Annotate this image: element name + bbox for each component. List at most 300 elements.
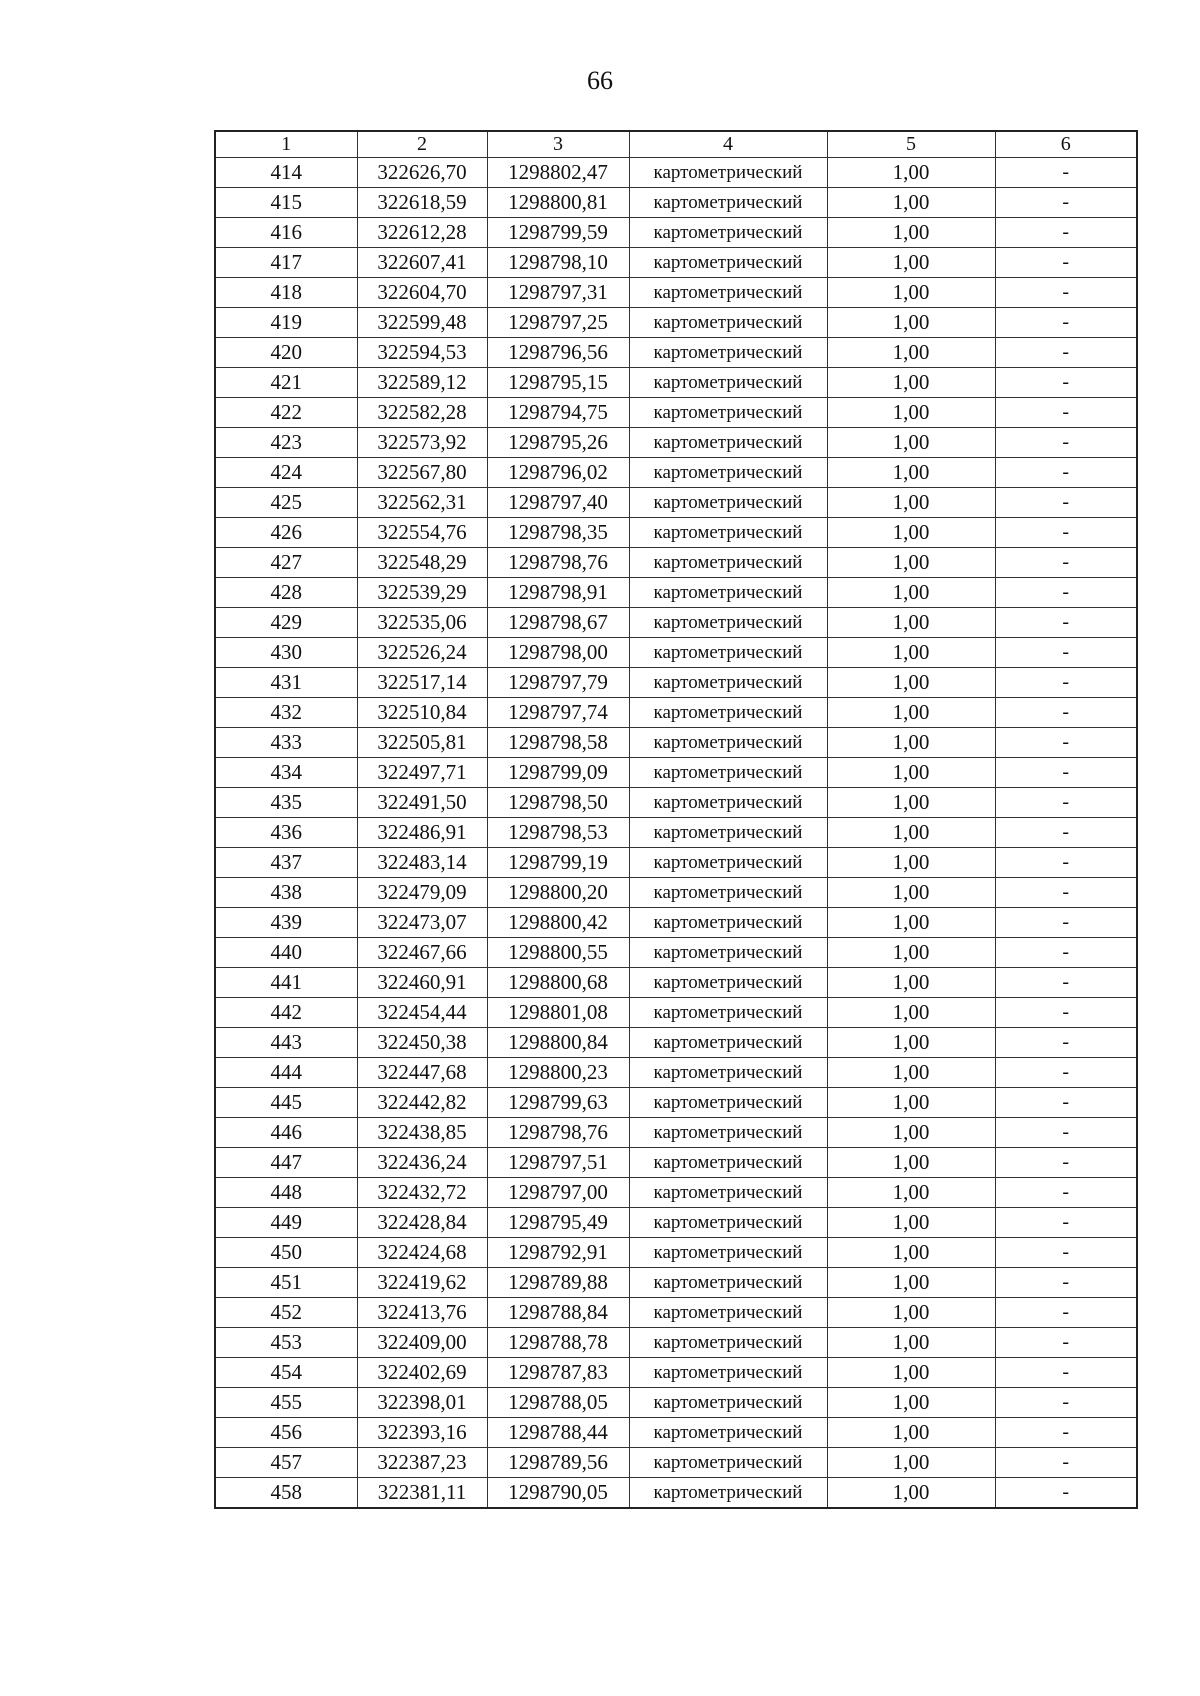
cell-note: -: [995, 728, 1137, 758]
table-row: [215, 398, 1137, 428]
cell-method: картометрический: [629, 338, 827, 368]
cell-coordinate-y: 1298787,83: [487, 1358, 629, 1388]
cell-point-number: 452: [215, 1298, 357, 1328]
table-row: [215, 1358, 1137, 1388]
cell-coordinate-y: 1298789,56: [487, 1448, 629, 1478]
cell-coordinate-x: 322479,09: [357, 878, 487, 908]
cell-coordinate-x: 322497,71: [357, 758, 487, 788]
cell-coordinate-x: 322491,50: [357, 788, 487, 818]
cell-note: -: [995, 878, 1137, 908]
cell-coordinate-y: 1298800,81: [487, 188, 629, 218]
cell-coordinate-x: 322454,44: [357, 998, 487, 1028]
cell-coordinate-y: 1298797,40: [487, 488, 629, 518]
cell-coordinate-y: 1298790,05: [487, 1478, 629, 1509]
cell-note: -: [995, 1418, 1137, 1448]
cell-coordinate-y: 1298797,31: [487, 278, 629, 308]
cell-note: -: [995, 1478, 1137, 1509]
cell-point-number: 430: [215, 638, 357, 668]
cell-note: -: [995, 428, 1137, 458]
table-row: [215, 1148, 1137, 1178]
cell-method: картометрический: [629, 668, 827, 698]
cell-accuracy: 1,00: [827, 1178, 995, 1208]
cell-accuracy: 1,00: [827, 548, 995, 578]
cell-method: картометрический: [629, 548, 827, 578]
cell-point-number: 440: [215, 938, 357, 968]
cell-coordinate-x: 322582,28: [357, 398, 487, 428]
table-row: [215, 1268, 1137, 1298]
cell-note: -: [995, 758, 1137, 788]
cell-point-number: 441: [215, 968, 357, 998]
cell-accuracy: 1,00: [827, 1208, 995, 1238]
cell-accuracy: 1,00: [827, 758, 995, 788]
cell-coordinate-y: 1298800,23: [487, 1058, 629, 1088]
cell-coordinate-y: 1298792,91: [487, 1238, 629, 1268]
cell-coordinate-x: 322618,59: [357, 188, 487, 218]
cell-coordinate-x: 322567,80: [357, 458, 487, 488]
cell-point-number: 419: [215, 308, 357, 338]
cell-method: картометрический: [629, 1118, 827, 1148]
cell-method: картометрический: [629, 218, 827, 248]
cell-note: -: [995, 1358, 1137, 1388]
table-row: [215, 1178, 1137, 1208]
cell-note: -: [995, 1298, 1137, 1328]
cell-note: -: [995, 608, 1137, 638]
cell-coordinate-y: 1298798,10: [487, 248, 629, 278]
cell-coordinate-y: 1298795,49: [487, 1208, 629, 1238]
cell-coordinate-y: 1298788,78: [487, 1328, 629, 1358]
cell-note: -: [995, 1268, 1137, 1298]
cell-method: картометрический: [629, 1028, 827, 1058]
cell-note: -: [995, 1178, 1137, 1208]
cell-coordinate-x: 322486,91: [357, 818, 487, 848]
cell-coordinate-x: 322505,81: [357, 728, 487, 758]
cell-method: картометрический: [629, 1388, 827, 1418]
table-row: [215, 878, 1137, 908]
cell-method: картометрический: [629, 938, 827, 968]
cell-accuracy: 1,00: [827, 218, 995, 248]
cell-accuracy: 1,00: [827, 938, 995, 968]
table-row: [215, 848, 1137, 878]
cell-note: -: [995, 548, 1137, 578]
cell-point-number: 436: [215, 818, 357, 848]
cell-note: -: [995, 398, 1137, 428]
table-row: [215, 938, 1137, 968]
table-row: [215, 1478, 1137, 1509]
cell-coordinate-y: 1298799,19: [487, 848, 629, 878]
cell-point-number: 458: [215, 1478, 357, 1509]
table-row: [215, 908, 1137, 938]
table-row: [215, 968, 1137, 998]
cell-note: -: [995, 938, 1137, 968]
cell-accuracy: 1,00: [827, 1328, 995, 1358]
column-header-5: 5: [827, 131, 995, 158]
cell-accuracy: 1,00: [827, 1148, 995, 1178]
cell-note: -: [995, 368, 1137, 398]
cell-coordinate-x: 322467,66: [357, 938, 487, 968]
cell-coordinate-x: 322604,70: [357, 278, 487, 308]
cell-coordinate-x: 322436,24: [357, 1148, 487, 1178]
cell-method: картометрический: [629, 1298, 827, 1328]
cell-note: -: [995, 788, 1137, 818]
cell-method: картометрический: [629, 428, 827, 458]
cell-coordinate-x: 322517,14: [357, 668, 487, 698]
cell-point-number: 456: [215, 1418, 357, 1448]
cell-coordinate-y: 1298799,09: [487, 758, 629, 788]
cell-method: картометрический: [629, 188, 827, 218]
cell-method: картометрический: [629, 698, 827, 728]
cell-note: -: [995, 248, 1137, 278]
cell-point-number: 429: [215, 608, 357, 638]
cell-coordinate-y: 1298795,26: [487, 428, 629, 458]
cell-point-number: 457: [215, 1448, 357, 1478]
table-row: [215, 758, 1137, 788]
cell-accuracy: 1,00: [827, 248, 995, 278]
cell-method: картометрический: [629, 1448, 827, 1478]
table-row: [215, 1238, 1137, 1268]
cell-accuracy: 1,00: [827, 1238, 995, 1268]
table-row: [215, 1058, 1137, 1088]
cell-accuracy: 1,00: [827, 998, 995, 1028]
table-row: [215, 368, 1137, 398]
cell-coordinate-y: 1298798,91: [487, 578, 629, 608]
cell-point-number: 435: [215, 788, 357, 818]
cell-method: картометрический: [629, 728, 827, 758]
cell-note: -: [995, 308, 1137, 338]
table-row: [215, 1118, 1137, 1148]
cell-coordinate-x: 322438,85: [357, 1118, 487, 1148]
cell-method: картометрический: [629, 308, 827, 338]
cell-accuracy: 1,00: [827, 1418, 995, 1448]
table-row: [215, 1028, 1137, 1058]
table-row: [215, 668, 1137, 698]
cell-coordinate-x: 322393,16: [357, 1418, 487, 1448]
table-row: [215, 1208, 1137, 1238]
table-row: [215, 458, 1137, 488]
cell-method: картометрический: [629, 968, 827, 998]
cell-coordinate-y: 1298789,88: [487, 1268, 629, 1298]
cell-accuracy: 1,00: [827, 188, 995, 218]
cell-coordinate-x: 322526,24: [357, 638, 487, 668]
table-row: [215, 1298, 1137, 1328]
cell-coordinate-y: 1298794,75: [487, 398, 629, 428]
cell-coordinate-x: 322599,48: [357, 308, 487, 338]
cell-coordinate-x: 322607,41: [357, 248, 487, 278]
table-row: [215, 728, 1137, 758]
cell-note: -: [995, 1118, 1137, 1148]
table-row: [215, 638, 1137, 668]
cell-point-number: 433: [215, 728, 357, 758]
cell-point-number: 424: [215, 458, 357, 488]
cell-coordinate-y: 1298799,59: [487, 218, 629, 248]
cell-method: картометрический: [629, 1058, 827, 1088]
cell-accuracy: 1,00: [827, 278, 995, 308]
cell-coordinate-y: 1298802,47: [487, 158, 629, 188]
cell-accuracy: 1,00: [827, 338, 995, 368]
cell-accuracy: 1,00: [827, 1028, 995, 1058]
cell-method: картометрический: [629, 608, 827, 638]
cell-coordinate-x: 322409,00: [357, 1328, 487, 1358]
cell-note: -: [995, 1208, 1137, 1238]
table-row: [215, 488, 1137, 518]
cell-coordinate-y: 1298798,50: [487, 788, 629, 818]
cell-note: -: [995, 848, 1137, 878]
cell-coordinate-x: 322562,31: [357, 488, 487, 518]
cell-point-number: 423: [215, 428, 357, 458]
column-header-4: 4: [629, 131, 827, 158]
table-row: [215, 608, 1137, 638]
cell-note: -: [995, 1028, 1137, 1058]
cell-coordinate-x: 322381,11: [357, 1478, 487, 1509]
table-row: [215, 1388, 1137, 1418]
cell-coordinate-x: 322548,29: [357, 548, 487, 578]
cell-coordinate-y: 1298797,51: [487, 1148, 629, 1178]
cell-note: -: [995, 908, 1137, 938]
column-header-1: 1: [215, 131, 357, 158]
cell-method: картометрический: [629, 458, 827, 488]
cell-coordinate-y: 1298800,42: [487, 908, 629, 938]
cell-note: -: [995, 818, 1137, 848]
table-row: [215, 428, 1137, 458]
table-row: [215, 218, 1137, 248]
cell-note: -: [995, 1058, 1137, 1088]
cell-coordinate-x: 322539,29: [357, 578, 487, 608]
coordinates-table-container: [214, 130, 1136, 1509]
cell-coordinate-x: 322483,14: [357, 848, 487, 878]
cell-coordinate-y: 1298801,08: [487, 998, 629, 1028]
cell-coordinate-x: 322450,38: [357, 1028, 487, 1058]
cell-accuracy: 1,00: [827, 1448, 995, 1478]
cell-point-number: 425: [215, 488, 357, 518]
cell-coordinate-x: 322510,84: [357, 698, 487, 728]
cell-accuracy: 1,00: [827, 638, 995, 668]
cell-coordinate-x: 322612,28: [357, 218, 487, 248]
cell-coordinate-y: 1298800,20: [487, 878, 629, 908]
table-row: [215, 188, 1137, 218]
cell-method: картометрический: [629, 788, 827, 818]
cell-coordinate-y: 1298797,25: [487, 308, 629, 338]
page-number: 66: [587, 66, 613, 95]
cell-note: -: [995, 188, 1137, 218]
table-row: [215, 338, 1137, 368]
table-row: [215, 248, 1137, 278]
cell-point-number: 431: [215, 668, 357, 698]
cell-accuracy: 1,00: [827, 668, 995, 698]
cell-point-number: 439: [215, 908, 357, 938]
cell-note: -: [995, 1148, 1137, 1178]
cell-coordinate-x: 322589,12: [357, 368, 487, 398]
cell-accuracy: 1,00: [827, 518, 995, 548]
cell-method: картометрический: [629, 758, 827, 788]
cell-point-number: 448: [215, 1178, 357, 1208]
cell-point-number: 454: [215, 1358, 357, 1388]
table-row: [215, 1328, 1137, 1358]
cell-point-number: 451: [215, 1268, 357, 1298]
cell-point-number: 453: [215, 1328, 357, 1358]
cell-accuracy: 1,00: [827, 428, 995, 458]
cell-point-number: 447: [215, 1148, 357, 1178]
cell-point-number: 415: [215, 188, 357, 218]
cell-accuracy: 1,00: [827, 578, 995, 608]
cell-coordinate-y: 1298797,00: [487, 1178, 629, 1208]
table-row: [215, 518, 1137, 548]
cell-coordinate-y: 1298797,74: [487, 698, 629, 728]
cell-coordinate-y: 1298798,76: [487, 1118, 629, 1148]
cell-coordinate-x: 322413,76: [357, 1298, 487, 1328]
cell-method: картометрический: [629, 248, 827, 278]
cell-method: картометрический: [629, 518, 827, 548]
cell-coordinate-x: 322398,01: [357, 1388, 487, 1418]
cell-coordinate-y: 1298788,84: [487, 1298, 629, 1328]
cell-coordinate-x: 322424,68: [357, 1238, 487, 1268]
cell-method: картометрический: [629, 1178, 827, 1208]
cell-accuracy: 1,00: [827, 818, 995, 848]
table-row: [215, 158, 1137, 188]
cell-method: картометрический: [629, 158, 827, 188]
cell-coordinate-x: 322535,06: [357, 608, 487, 638]
cell-coordinate-y: 1298796,02: [487, 458, 629, 488]
cell-accuracy: 1,00: [827, 488, 995, 518]
cell-method: картометрический: [629, 398, 827, 428]
cell-note: -: [995, 578, 1137, 608]
cell-accuracy: 1,00: [827, 458, 995, 488]
cell-method: картометрический: [629, 1238, 827, 1268]
cell-accuracy: 1,00: [827, 698, 995, 728]
cell-method: картометрический: [629, 1328, 827, 1358]
cell-coordinate-y: 1298797,79: [487, 668, 629, 698]
cell-coordinate-x: 322419,62: [357, 1268, 487, 1298]
cell-coordinate-x: 322573,92: [357, 428, 487, 458]
cell-method: картометрический: [629, 908, 827, 938]
cell-coordinate-y: 1298798,35: [487, 518, 629, 548]
cell-method: картометрический: [629, 1478, 827, 1509]
cell-point-number: 434: [215, 758, 357, 788]
cell-note: -: [995, 1328, 1137, 1358]
cell-note: -: [995, 458, 1137, 488]
cell-accuracy: 1,00: [827, 398, 995, 428]
cell-accuracy: 1,00: [827, 1358, 995, 1388]
cell-coordinate-y: 1298795,15: [487, 368, 629, 398]
cell-point-number: 426: [215, 518, 357, 548]
cell-coordinate-x: 322447,68: [357, 1058, 487, 1088]
table-row: [215, 548, 1137, 578]
cell-point-number: 422: [215, 398, 357, 428]
cell-coordinate-x: 322402,69: [357, 1358, 487, 1388]
cell-method: картометрический: [629, 578, 827, 608]
column-header-2: 2: [357, 131, 487, 158]
cell-method: картометрический: [629, 998, 827, 1028]
table-row: [215, 1418, 1137, 1448]
cell-method: картометрический: [629, 1418, 827, 1448]
cell-accuracy: 1,00: [827, 1478, 995, 1509]
cell-accuracy: 1,00: [827, 878, 995, 908]
table-row: [215, 1088, 1137, 1118]
table-row: [215, 578, 1137, 608]
cell-point-number: 437: [215, 848, 357, 878]
cell-coordinate-y: 1298800,68: [487, 968, 629, 998]
cell-accuracy: 1,00: [827, 368, 995, 398]
cell-coordinate-y: 1298788,05: [487, 1388, 629, 1418]
cell-accuracy: 1,00: [827, 728, 995, 758]
cell-coordinate-x: 322554,76: [357, 518, 487, 548]
table-row: [215, 998, 1137, 1028]
cell-accuracy: 1,00: [827, 1118, 995, 1148]
cell-coordinate-x: 322442,82: [357, 1088, 487, 1118]
cell-note: -: [995, 278, 1137, 308]
table-row: [215, 698, 1137, 728]
cell-accuracy: 1,00: [827, 608, 995, 638]
table-row: [215, 788, 1137, 818]
cell-point-number: 446: [215, 1118, 357, 1148]
cell-accuracy: 1,00: [827, 1268, 995, 1298]
cell-point-number: 418: [215, 278, 357, 308]
cell-note: -: [995, 998, 1137, 1028]
table-header-row: [215, 131, 1137, 158]
cell-point-number: 455: [215, 1388, 357, 1418]
cell-coordinate-x: 322473,07: [357, 908, 487, 938]
cell-coordinate-x: 322626,70: [357, 158, 487, 188]
cell-note: -: [995, 668, 1137, 698]
cell-coordinate-y: 1298788,44: [487, 1418, 629, 1448]
cell-point-number: 428: [215, 578, 357, 608]
cell-note: -: [995, 1088, 1137, 1118]
cell-note: -: [995, 1448, 1137, 1478]
table-row: [215, 1448, 1137, 1478]
cell-point-number: 432: [215, 698, 357, 728]
cell-note: -: [995, 1238, 1137, 1268]
cell-accuracy: 1,00: [827, 908, 995, 938]
cell-coordinate-y: 1298800,84: [487, 1028, 629, 1058]
table-row: [215, 308, 1137, 338]
table-row: [215, 818, 1137, 848]
coordinates-table: [214, 130, 1138, 1509]
cell-note: -: [995, 218, 1137, 248]
cell-method: картометрический: [629, 1268, 827, 1298]
cell-coordinate-y: 1298798,00: [487, 638, 629, 668]
cell-accuracy: 1,00: [827, 1298, 995, 1328]
cell-coordinate-y: 1298798,67: [487, 608, 629, 638]
cell-coordinate-x: 322460,91: [357, 968, 487, 998]
cell-point-number: 417: [215, 248, 357, 278]
cell-coordinate-y: 1298798,76: [487, 548, 629, 578]
table-row: [215, 278, 1137, 308]
cell-point-number: 414: [215, 158, 357, 188]
cell-accuracy: 1,00: [827, 1088, 995, 1118]
cell-point-number: 421: [215, 368, 357, 398]
cell-point-number: 445: [215, 1088, 357, 1118]
cell-coordinate-x: 322428,84: [357, 1208, 487, 1238]
cell-note: -: [995, 158, 1137, 188]
cell-coordinate-y: 1298796,56: [487, 338, 629, 368]
cell-coordinate-y: 1298799,63: [487, 1088, 629, 1118]
cell-point-number: 443: [215, 1028, 357, 1058]
cell-method: картометрический: [629, 488, 827, 518]
table-body: [215, 158, 1137, 1509]
cell-accuracy: 1,00: [827, 308, 995, 338]
cell-accuracy: 1,00: [827, 848, 995, 878]
cell-note: -: [995, 638, 1137, 668]
cell-point-number: 427: [215, 548, 357, 578]
cell-point-number: 449: [215, 1208, 357, 1238]
cell-method: картометрический: [629, 818, 827, 848]
cell-coordinate-x: 322594,53: [357, 338, 487, 368]
cell-note: -: [995, 488, 1137, 518]
cell-note: -: [995, 518, 1137, 548]
cell-accuracy: 1,00: [827, 1058, 995, 1088]
column-header-3: 3: [487, 131, 629, 158]
cell-method: картометрический: [629, 848, 827, 878]
cell-note: -: [995, 968, 1137, 998]
cell-point-number: 416: [215, 218, 357, 248]
